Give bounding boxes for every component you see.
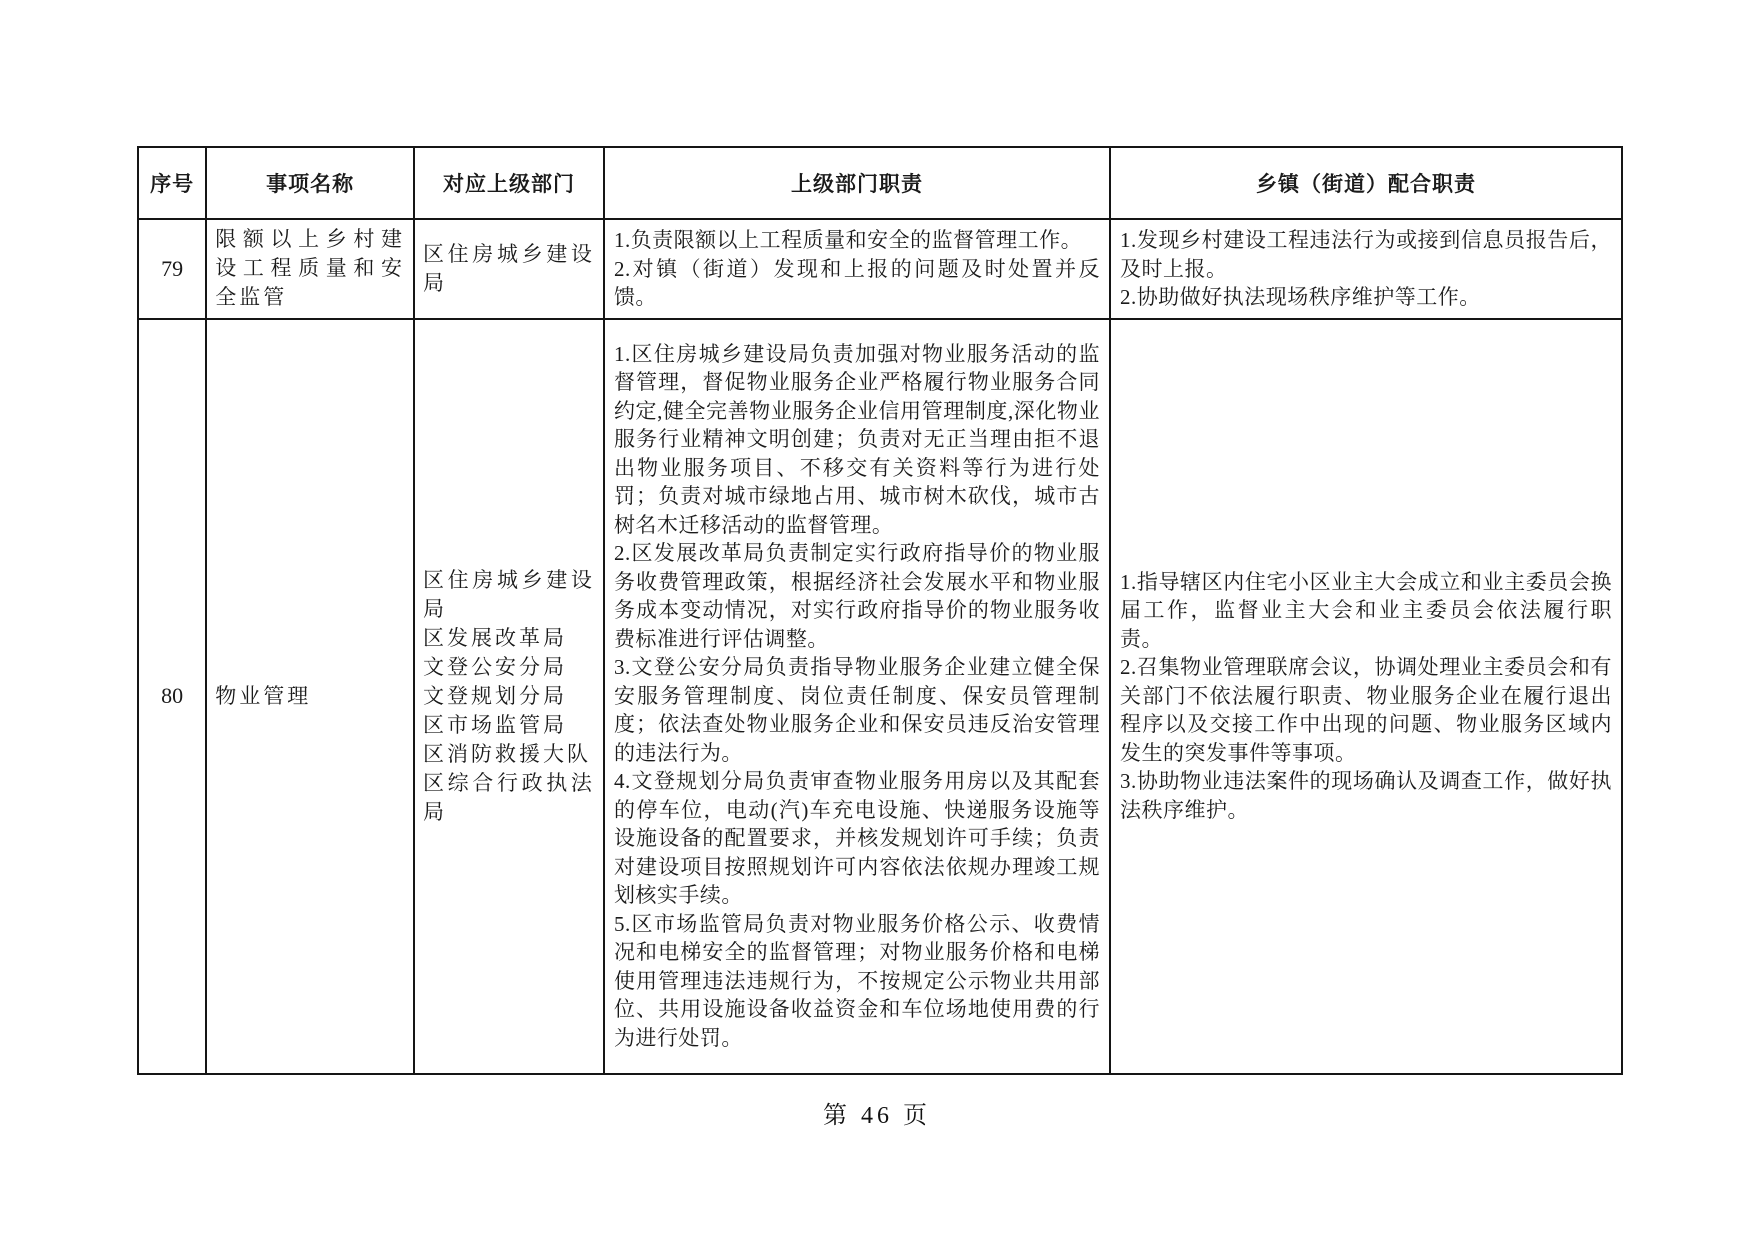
table-header-row — [138, 147, 1622, 219]
department-item: 区住房城乡建设局 — [423, 241, 595, 295]
duty-item: 1.指导辖区内住宅小区业主大会成立和业主委员会换届工作，监督业主大会和业主委员会依法履行职责。 — [1119, 569, 1612, 651]
department-item: 区发展改革局 — [423, 625, 567, 650]
duty-item: 3.文登公安分局负责指导物业服务企业建立健全保安服务管理制度、岗位责任制度、保安员管理制度；依法查处物业服务企业和保安员违反治安管理的违法行为。 — [613, 655, 1100, 765]
duty-item: 1.发现乡村建设工程违法行为或接到信息员报告后，及时上报。 — [1119, 228, 1612, 281]
duty-item: 3.协助物业违法案件的现场确认及调查工作，做好执法秩序维护。 — [1119, 769, 1612, 822]
duty-item: 2.对镇（街道）发现和上报的问题及时处置并反馈。 — [613, 256, 1100, 309]
cell-township-duties — [1110, 319, 1622, 1074]
col-header-index: 序号 — [138, 147, 206, 219]
cell-superior-duties — [604, 219, 1110, 319]
duty-item: 4.文登规划分局负责审查物业服务用房以及其配套的停车位，电动(汽)车充电设施、快递服务设施等设施设备的配置要求，并核发规划许可手续；负责对建设项目按照规划许可内容依法依规办理竣工规划核实手续。 — [613, 769, 1100, 908]
department-item: 区市场监管局 — [423, 712, 567, 737]
department-item: 区消防救援大队 — [423, 741, 591, 766]
duty-item: 2.协助做好执法现场秩序维护等工作。 — [1119, 285, 1481, 309]
cell-superior-duties — [604, 319, 1110, 1074]
duty-item: 5.区市场监管局负责对物业服务价格公示、收费情况和电梯安全的监督管理；对物业服务价格和电梯使用管理违法违规行为，不按规定公示物业共用部位、共用设施设备收益资金和车位场地使用费的行为进行处罚。 — [613, 911, 1100, 1050]
item-name-text: 物业管理 — [215, 683, 312, 708]
department-item: 文登规划分局 — [423, 683, 567, 708]
table-row-80 — [138, 319, 1622, 1074]
col-header-superior-duties: 上级部门职责 — [604, 147, 1110, 219]
table-row-79 — [138, 219, 1622, 319]
cell-township-duties — [1110, 219, 1622, 319]
page-number: 第 46 页 — [823, 1103, 931, 1129]
duty-item: 2.召集物业管理联席会议，协调处理业主委员会和有关部门不依法履行职责、物业服务企业在履行退出程序以及交接工作中出现的问题、物业服务区域内发生的突发事件等事项。 — [1119, 655, 1612, 765]
duties-table — [137, 146, 1623, 1075]
cell-departments — [414, 219, 604, 319]
cell-item-name — [206, 219, 414, 319]
item-name-text: 限额以上乡村建设工程质量和安全监管 — [215, 227, 405, 310]
department-item: 文登公安分局 — [423, 654, 567, 679]
duty-item: 1.负责限额以上工程质量和安全的监督管理工作。 — [613, 228, 1083, 252]
cell-departments — [414, 319, 604, 1074]
col-header-township-duties: 乡镇（街道）配合职责 — [1110, 147, 1622, 219]
department-item: 区综合行政执法局 — [423, 770, 595, 824]
cell-index: 79 — [138, 219, 206, 319]
col-header-superior-dept: 对应上级部门 — [414, 147, 604, 219]
cell-item-name — [206, 319, 414, 1074]
cell-index: 80 — [138, 319, 206, 1074]
department-item: 区住房城乡建设局 — [423, 567, 595, 621]
col-header-item-name: 事项名称 — [206, 147, 414, 219]
duty-item: 2.区发展改革局负责制定实行政府指导价的物业服务收费管理政策，根据经济社会发展水平和物业服务成本变动情况，对实行政府指导价的物业服务收费标准进行评估调整。 — [613, 541, 1100, 651]
duty-item: 1.区住房城乡建设局负责加强对物业服务活动的监督管理，督促物业服务企业严格履行物业服务合同约定,健全完善物业服务企业信用管理制度,深化物业服务行业精神文明创建；负责对无正当理由拒不退出物业服务项目、不移交有关资料等行为进行处罚；负责对城市绿地占用、城市树木砍伐，城市古树名木迁移活动的监督管理。 — [613, 341, 1100, 537]
